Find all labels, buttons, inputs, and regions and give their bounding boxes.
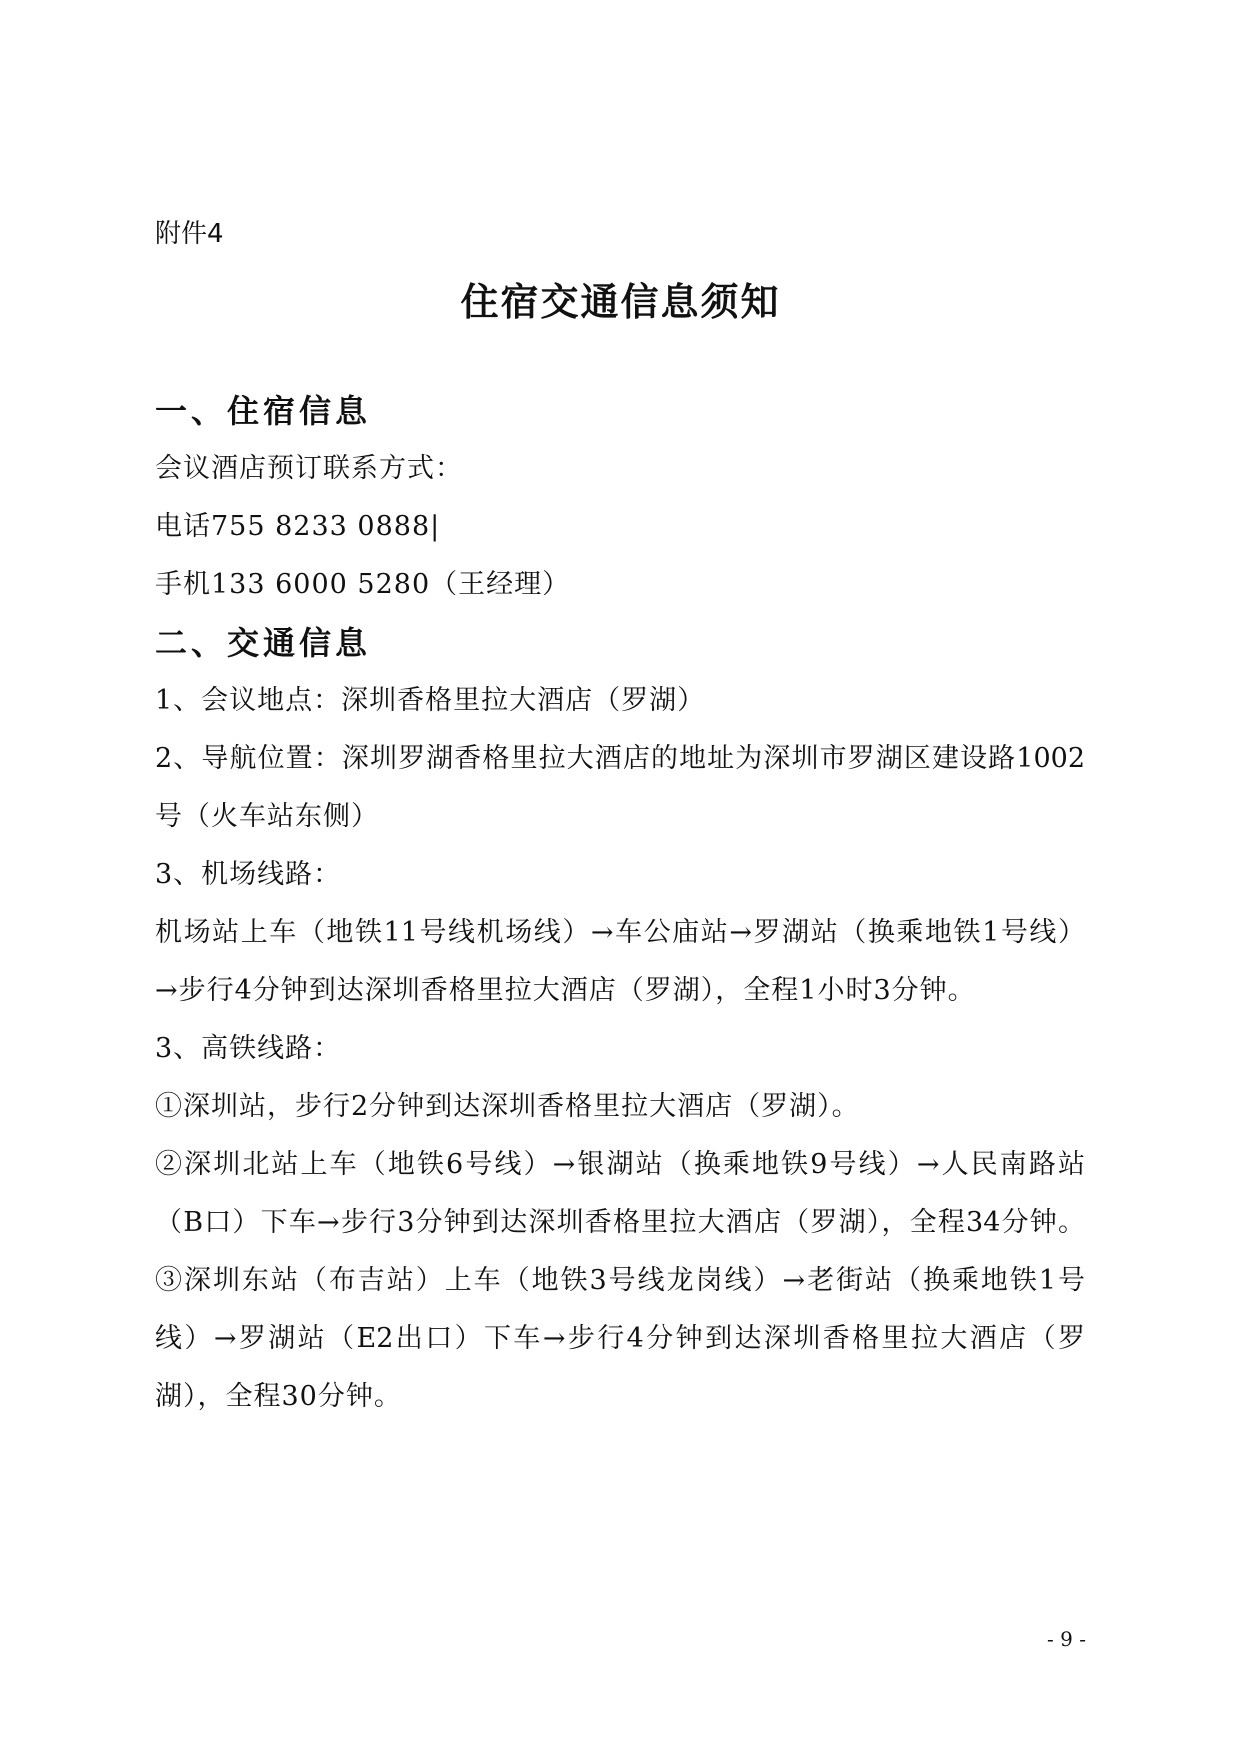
section-heading-accommodation: 一、住宿信息 — [155, 392, 372, 430]
rail-route-shenzhen-east-1: ③深圳东站（布吉站）上车（地铁3号线龙岗线）→老街站（换乘地铁1号 — [155, 1265, 1085, 1296]
airport-route-line-1: 机场站上车（地铁11号线机场线）→车公庙站→罗湖站（换乘地铁1号线） — [155, 917, 1085, 948]
navigation-address-cont: 号（火车站东侧） — [155, 801, 379, 832]
rail-route-shenzhen-north-2: （B口）下车→步行3分钟到达深圳香格里拉大酒店（罗湖），全程34分钟。 — [155, 1207, 1085, 1238]
document-body — [155, 382, 1085, 1426]
airport-route-line-2: →步行4分钟到达深圳香格里拉大酒店（罗湖），全程1小时3分钟。 — [155, 975, 976, 1006]
rail-route-shenzhen-station: ①深圳站，步行2分钟到达深圳香格里拉大酒店（罗湖）。 — [155, 1091, 860, 1122]
page-number: - 9 - — [1047, 1627, 1086, 1651]
hotel-booking-contact-label: 会议酒店预订联系方式： — [155, 453, 463, 484]
hotel-phone: 电话755 8233 0888| — [155, 511, 441, 542]
hotel-mobile: 手机133 6000 5280（王经理） — [155, 569, 571, 600]
rail-route-shenzhen-east-3: 湖），全程30分钟。 — [155, 1381, 402, 1412]
meeting-location: 1、会议地点：深圳香格里拉大酒店（罗湖） — [155, 685, 706, 716]
rail-route-shenzhen-east-2: 线）→罗湖站（E2出口）下车→步行4分钟到达深圳香格里拉大酒店（罗 — [155, 1323, 1085, 1354]
navigation-address: 2、导航位置：深圳罗湖香格里拉大酒店的地址为深圳市罗湖区建设路1002 — [155, 743, 1085, 774]
rail-route-shenzhen-north-1: ②深圳北站上车（地铁6号线）→银湖站（换乘地铁9号线）→人民南路站 — [155, 1149, 1085, 1180]
rail-route-heading: 3、高铁线路： — [155, 1033, 342, 1064]
airport-route-heading: 3、机场线路： — [155, 859, 342, 890]
section-heading-transport: 二、交通信息 — [155, 624, 372, 662]
document-title: 住宿交通信息须知 — [460, 279, 781, 324]
attachment-label: 附件4 — [155, 219, 224, 249]
